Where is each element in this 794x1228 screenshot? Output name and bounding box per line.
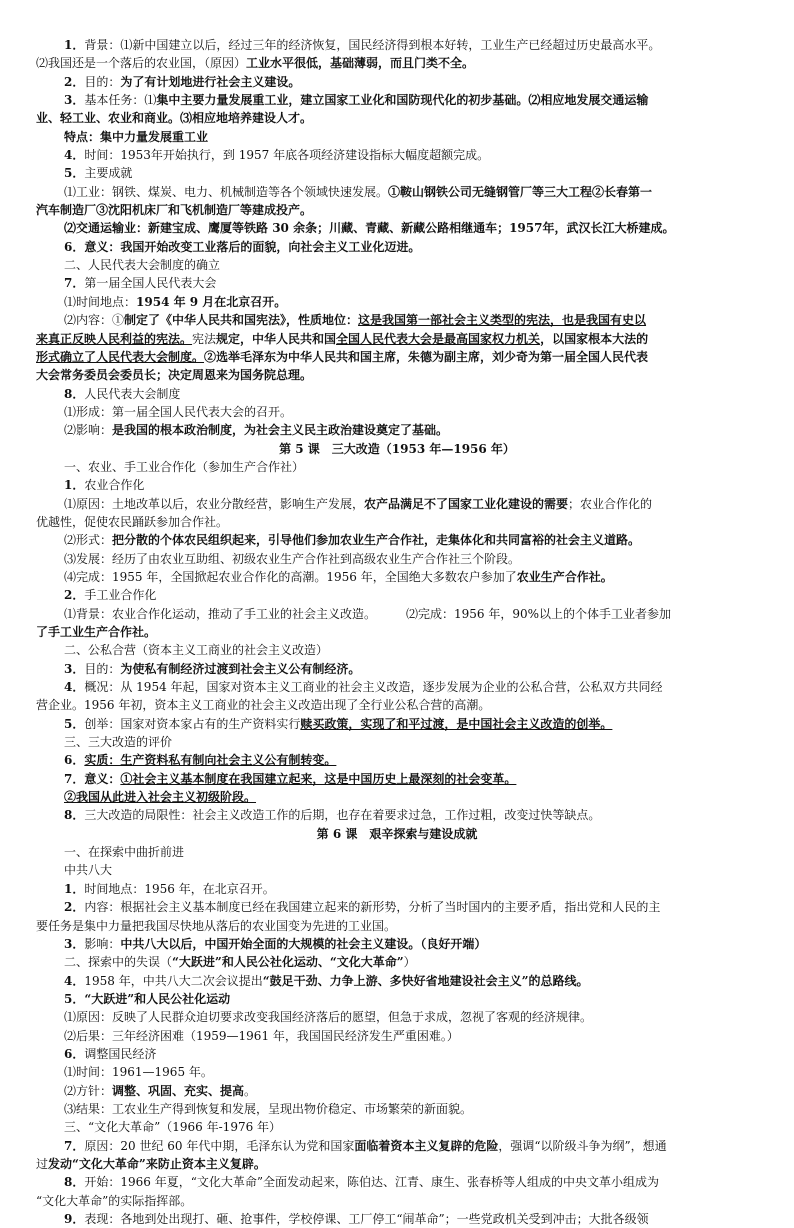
text-segment: ②我国从此进入社会主义初级阶段。 <box>64 790 257 805</box>
text-segment: 把分散的个体农民组织起来，引导他们参加农业生产合作社，走集体化和共同富裕的社会主义道路。 <box>112 533 641 548</box>
text-line <box>36 1155 758 1173</box>
text-segment: 时间地点：1956 年，在北京召开。 <box>84 881 275 896</box>
text-segment: 2． <box>64 74 85 89</box>
text-segment: 中共八大以后，中国开始全面的大规模的社会主义建设。（良好开端） <box>120 936 487 951</box>
text-segment: 调整国民经济 <box>84 1046 157 1061</box>
text-line <box>36 770 758 788</box>
text-segment: 基本任务：⑴ <box>84 93 157 108</box>
text-segment: 是我国的根本政治制度，为社会主义民主政治建设奠定了基础。 <box>112 423 449 438</box>
text-segment: ⑵影响： <box>64 423 113 438</box>
text-segment: ⑶发展：经历了由农业互助组、初级农业生产合作社到高级农业生产合作社三个阶段。 <box>64 551 521 566</box>
text-segment: 营企业。1956 年初，资本主义工商业的社会主义改造出现了全行业公私合营的高潮。 <box>36 698 491 713</box>
text-line <box>36 458 758 476</box>
text-segment: 过 <box>36 1156 49 1171</box>
text-segment: ⑵我国还是一个落后的农业国，（原因） <box>36 56 247 71</box>
text-segment: 2． <box>64 900 85 915</box>
text-segment: 6． <box>64 239 85 254</box>
text-segment: 赎买政策，实现了和平过渡，是中国社会主义改造的创举。 <box>300 716 613 731</box>
text-segment: ①鞍山钢铁公司无缝钢管厂等三大工程②长春第一 <box>388 184 653 199</box>
text-segment: 3． <box>64 93 85 108</box>
text-segment: 4． <box>64 973 85 988</box>
text-line <box>36 880 758 898</box>
text-segment: 农业生产合作社。 <box>516 569 613 584</box>
text-segment: 特点：集中力量发展重工业 <box>64 129 209 144</box>
text-line <box>36 972 758 990</box>
text-segment: 9． <box>64 1212 85 1226</box>
text-line <box>36 641 758 659</box>
text-segment: ①社会主义基本制度在我国建立起来，这是中国历史上最深刻的社会变革。 <box>120 771 517 786</box>
text-segment: 意义： <box>84 771 121 786</box>
text-segment: ⑴时间地点： <box>64 294 137 309</box>
text-segment: 三、“文化大革命”（1966 年-1976 年） <box>64 1120 282 1135</box>
text-segment: 要任务是集中力量把我国尽快地从落后的农业国变为先进的工业国。 <box>36 918 397 933</box>
text-segment: ⑴形成：第一届全国人民代表大会的召开。 <box>64 404 293 419</box>
text-segment: “鼓足干劲、力争上游、多快好省地建设社会主义”的总路线。 <box>262 973 589 988</box>
text-segment: 二、公私合营（资本主义工商业的社会主义改造） <box>64 643 329 658</box>
text-line <box>36 1045 758 1063</box>
text-segment: 目的： <box>84 661 121 676</box>
text-segment: 一、农业、手工业合作化（参加生产合作社） <box>64 459 305 474</box>
text-line <box>36 1100 758 1118</box>
text-segment: ⑴时间：1961—1965 年。 <box>64 1065 213 1080</box>
text-segment: 来真正反映人民利益的宪法。 <box>36 331 193 346</box>
text-segment: ⑷完成：1955 年，全国掀起农业合作化的高潮。1956 年，全国绝大多数农户参加了 <box>64 569 517 584</box>
text-segment: 三大改造的局限性：社会主义改造工作的后期，也存在着要求过急，工作过粗，改变过快等缺点。 <box>84 808 601 823</box>
text-segment: 业、轻工业、农业和商业。⑶相应地培养建设人才。 <box>36 111 313 126</box>
text-segment: 2． <box>64 588 85 603</box>
text-line <box>36 256 758 274</box>
text-line <box>36 751 758 769</box>
text-segment: 实质：生产资料私有制向社会主义公有制转变。 <box>84 753 337 768</box>
text-line <box>36 36 758 54</box>
text-line <box>36 1082 758 1100</box>
text-segment: ⑴工业：钢铁、煤炭、电力、机械制造等各个领域快速发展。 <box>64 184 389 199</box>
text-line <box>36 128 758 146</box>
text-line <box>36 660 758 678</box>
text-line <box>36 568 758 586</box>
text-segment: 调整、巩固、充实、提高 <box>112 1083 245 1098</box>
text-line <box>36 898 758 916</box>
text-line <box>36 1118 758 1136</box>
text-segment: 表现：各地到处出现打、砸、抢事件，学校停课、工厂停工“闹革命”；一些党政机关受到冲击；大批各级领 <box>84 1212 649 1226</box>
text-segment: ） <box>403 955 416 970</box>
text-segment: ⑵ <box>64 221 77 236</box>
text-segment: 面临着资本主义复辟的危险 <box>354 1138 499 1153</box>
text-segment: 7． <box>64 1138 85 1153</box>
text-segment: 6． <box>64 753 85 768</box>
text-segment: “大跃进”和人民公社化运动 <box>84 991 231 1006</box>
text-segment: 中共八大 <box>64 863 113 878</box>
text-segment: 农业合作化 <box>84 478 145 493</box>
text-line <box>36 605 758 623</box>
text-segment: 5． <box>64 716 85 731</box>
lesson-heading <box>36 825 758 843</box>
text-line <box>36 421 758 439</box>
text-segment: ⑶结果：工农业生产得到恢复和发展，呈现出物价稳定、市场繁荣的新面貌。 <box>64 1101 473 1116</box>
lesson-heading <box>36 440 758 458</box>
text-segment: 内容：根据社会主义基本制度已经在我国建立起来的新形势，分析了当时国内的主要矛盾，指出党和人民的主 <box>84 900 661 915</box>
text-segment: ，以国家根本大法的 <box>540 331 649 346</box>
text-line <box>36 917 758 935</box>
text-line <box>36 696 758 714</box>
text-segment: 规定，中华人民共和国 <box>216 331 337 346</box>
text-line <box>36 274 758 292</box>
text-segment: 主要成就 <box>84 166 133 181</box>
text-segment: 1． <box>64 38 85 52</box>
text-line <box>36 550 758 568</box>
text-segment: 8． <box>64 1175 85 1190</box>
text-segment: 6． <box>64 1046 85 1061</box>
text-line <box>36 1192 758 1210</box>
text-segment: 3． <box>64 661 85 676</box>
text-line <box>36 385 758 403</box>
text-line <box>36 715 758 733</box>
text-line <box>36 164 758 182</box>
text-line <box>36 678 758 696</box>
text-line <box>36 531 758 549</box>
text-line <box>36 861 758 879</box>
text-segment: 影响： <box>84 936 121 951</box>
text-segment: ，强调“以阶级斗争为纲”，想通 <box>498 1138 667 1153</box>
text-segment: 7． <box>64 276 85 291</box>
text-segment: 形式确立了人民代表大会制度。 <box>36 349 205 364</box>
text-segment: 8． <box>64 808 85 823</box>
text-segment: 1． <box>64 478 85 493</box>
text-segment: 农产品满足不了国家工业化建设的需要 <box>364 496 569 511</box>
text-segment: 意义：我国开始改变工业落后的面貌，向社会主义工业化迈进。 <box>84 239 421 254</box>
text-segment: ⑵内容：① <box>64 313 125 328</box>
text-line <box>36 54 758 72</box>
text-line <box>36 146 758 164</box>
text-line <box>36 733 758 751</box>
text-line <box>36 935 758 953</box>
text-line <box>36 403 758 421</box>
text-segment: 制定了《中华人民共和国宪法》，性质地位： <box>124 313 359 328</box>
text-line <box>36 788 758 806</box>
text-segment: ⑵后果：三年经济困难（1959—1961 年，我国国民经济发生严重困难。） <box>64 1028 459 1043</box>
text-segment: 创举：国家对资本家占有的生产资料实行 <box>84 716 301 731</box>
text-segment: 优越性，促使农民踊跃参加合作社。 <box>36 514 229 529</box>
text-line <box>36 201 758 219</box>
text-segment: ⑵形式： <box>64 533 113 548</box>
text-line <box>36 311 758 329</box>
text-line <box>36 366 758 384</box>
text-segment: “文化大革命”的实际指挥部。 <box>36 1193 193 1208</box>
text-line <box>36 91 758 109</box>
text-segment: 人民代表大会制度 <box>84 386 181 401</box>
text-segment: 1958 年，中共八大二次会议提出 <box>84 973 263 988</box>
text-line <box>36 1008 758 1026</box>
text-line <box>36 1027 758 1045</box>
text-segment: 为了有计划地进行社会主义建设。 <box>120 74 301 89</box>
text-segment: 二、人民代表大会制度的确立 <box>64 258 221 273</box>
text-line <box>36 1210 758 1228</box>
text-segment: 原因：20 世纪 60 年代中期，毛泽东认为党和国家 <box>84 1138 355 1153</box>
text-segment: 汽车制造厂③沈阳机床厂和飞机制造厂等建成投产。 <box>36 203 313 218</box>
text-segment: 8． <box>64 386 85 401</box>
text-line <box>36 238 758 256</box>
text-line <box>36 73 758 91</box>
text-line <box>36 109 758 127</box>
text-line <box>36 348 758 366</box>
text-segment: 5． <box>64 166 85 181</box>
text-line <box>36 219 758 237</box>
text-line <box>36 990 758 1008</box>
text-segment: ②选举毛泽东为中华人民共和国主席，朱德为副主席，刘少奇为第一届全国人民代表 <box>204 349 649 364</box>
text-segment: “大跃进”和人民公社化运动、“文化大革命” <box>172 955 404 970</box>
text-line <box>36 1063 758 1081</box>
text-line <box>36 513 758 531</box>
text-segment: 发动“文化大革命”来防止资本主义复辟。 <box>48 1156 266 1171</box>
text-segment: 背景：⑴新中国建立以后，经过三年的经济恢复，国民经济得到根本好转，工业生产已经超过历史最高水平。 <box>84 38 661 52</box>
text-segment: ⑴原因：土地改革以后，农业分散经营，影响生产发展， <box>64 496 365 511</box>
text-segment: 大会常务委员会委员长；决定周恩来为国务院总理。 <box>36 368 313 383</box>
text-line <box>36 476 758 494</box>
text-line <box>36 843 758 861</box>
text-line <box>36 183 758 201</box>
text-line <box>36 586 758 604</box>
text-segment: 4． <box>64 680 85 695</box>
text-segment: 1954 年 9 月在北京召开。 <box>136 294 287 309</box>
text-segment: 工业水平很低，基础薄弱，而且门类不全。 <box>246 56 475 71</box>
text-segment: 集中主要力量发展重工业，建立国家工业化和国防现代化的初步基础。⑵相应地发展交通运输 <box>156 93 649 108</box>
text-line <box>36 495 758 513</box>
text-segment: 3． <box>64 936 85 951</box>
text-segment: 5． <box>64 991 85 1006</box>
text-line <box>36 623 758 641</box>
text-segment: 二、探索中的失误（ <box>64 955 173 970</box>
text-segment: 第 6 课 艰辛探索与建设成就 <box>316 826 478 841</box>
text-segment: 宪法 <box>192 331 217 346</box>
text-line <box>36 1137 758 1155</box>
text-line <box>36 1173 758 1191</box>
text-segment: 全国人民代表大会是最高国家权力机关 <box>336 331 541 346</box>
text-segment: 开始：1966 年夏，“文化大革命”全面发动起来，陈伯达、江青、康生、张春桥等人组成的中央文革小组成为 <box>84 1175 659 1190</box>
text-segment: 三、三大改造的评价 <box>64 735 173 750</box>
text-segment: 概况：从 1954 年起，国家对资本主义工商业的社会主义改造，逐步发展为企业的公私合营，公私双方共同经 <box>84 680 663 695</box>
text-segment: 为使私有制经济过渡到社会主义公有制经济。 <box>120 661 361 676</box>
text-segment: 第一届全国人民代表大会 <box>84 276 217 291</box>
text-segment: 4． <box>64 148 85 163</box>
text-segment: 这是我国第一部社会主义类型的宪法，也是我国有史以 <box>358 313 647 328</box>
text-segment: 一、在探索中曲折前进 <box>64 845 185 860</box>
text-segment: 目的： <box>84 74 121 89</box>
text-segment: 手工业合作化 <box>84 588 157 603</box>
text-segment: 第 5 课 三大改造（1953 年—1956 年） <box>279 441 515 456</box>
text-segment: 了手工业生产合作社。 <box>36 625 157 639</box>
text-segment: ⑵方针： <box>64 1083 113 1098</box>
text-segment: ；农业合作化的 <box>568 496 653 511</box>
text-segment: ⑴背景：农业合作化运动，推动了手工业的社会主义改造。 ⑵完成：1956 年，90%以上的个体手工业者参加 <box>64 606 672 621</box>
text-segment: 时间：1953年开始执行，到 1957 年底各项经济建设指标大幅度超额完成。 <box>84 148 490 163</box>
text-line <box>36 806 758 824</box>
text-line <box>36 330 758 348</box>
text-line <box>36 293 758 311</box>
text-segment: 。 <box>244 1083 257 1098</box>
text-segment: 1． <box>64 881 85 896</box>
text-segment: ⑴原因：反映了人民群众迫切要求改变我国经济落后的愿望，但急于求成，忽视了客观的经济规律。 <box>64 1010 593 1025</box>
text-segment: 交通运输业：新建宝成、鹰厦等铁路 30 余条；川藏、青藏、新藏公路相继通车；1957年，武汉长江大桥建成。 <box>76 221 675 236</box>
text-segment: 7． <box>64 771 85 786</box>
text-line <box>36 953 758 971</box>
